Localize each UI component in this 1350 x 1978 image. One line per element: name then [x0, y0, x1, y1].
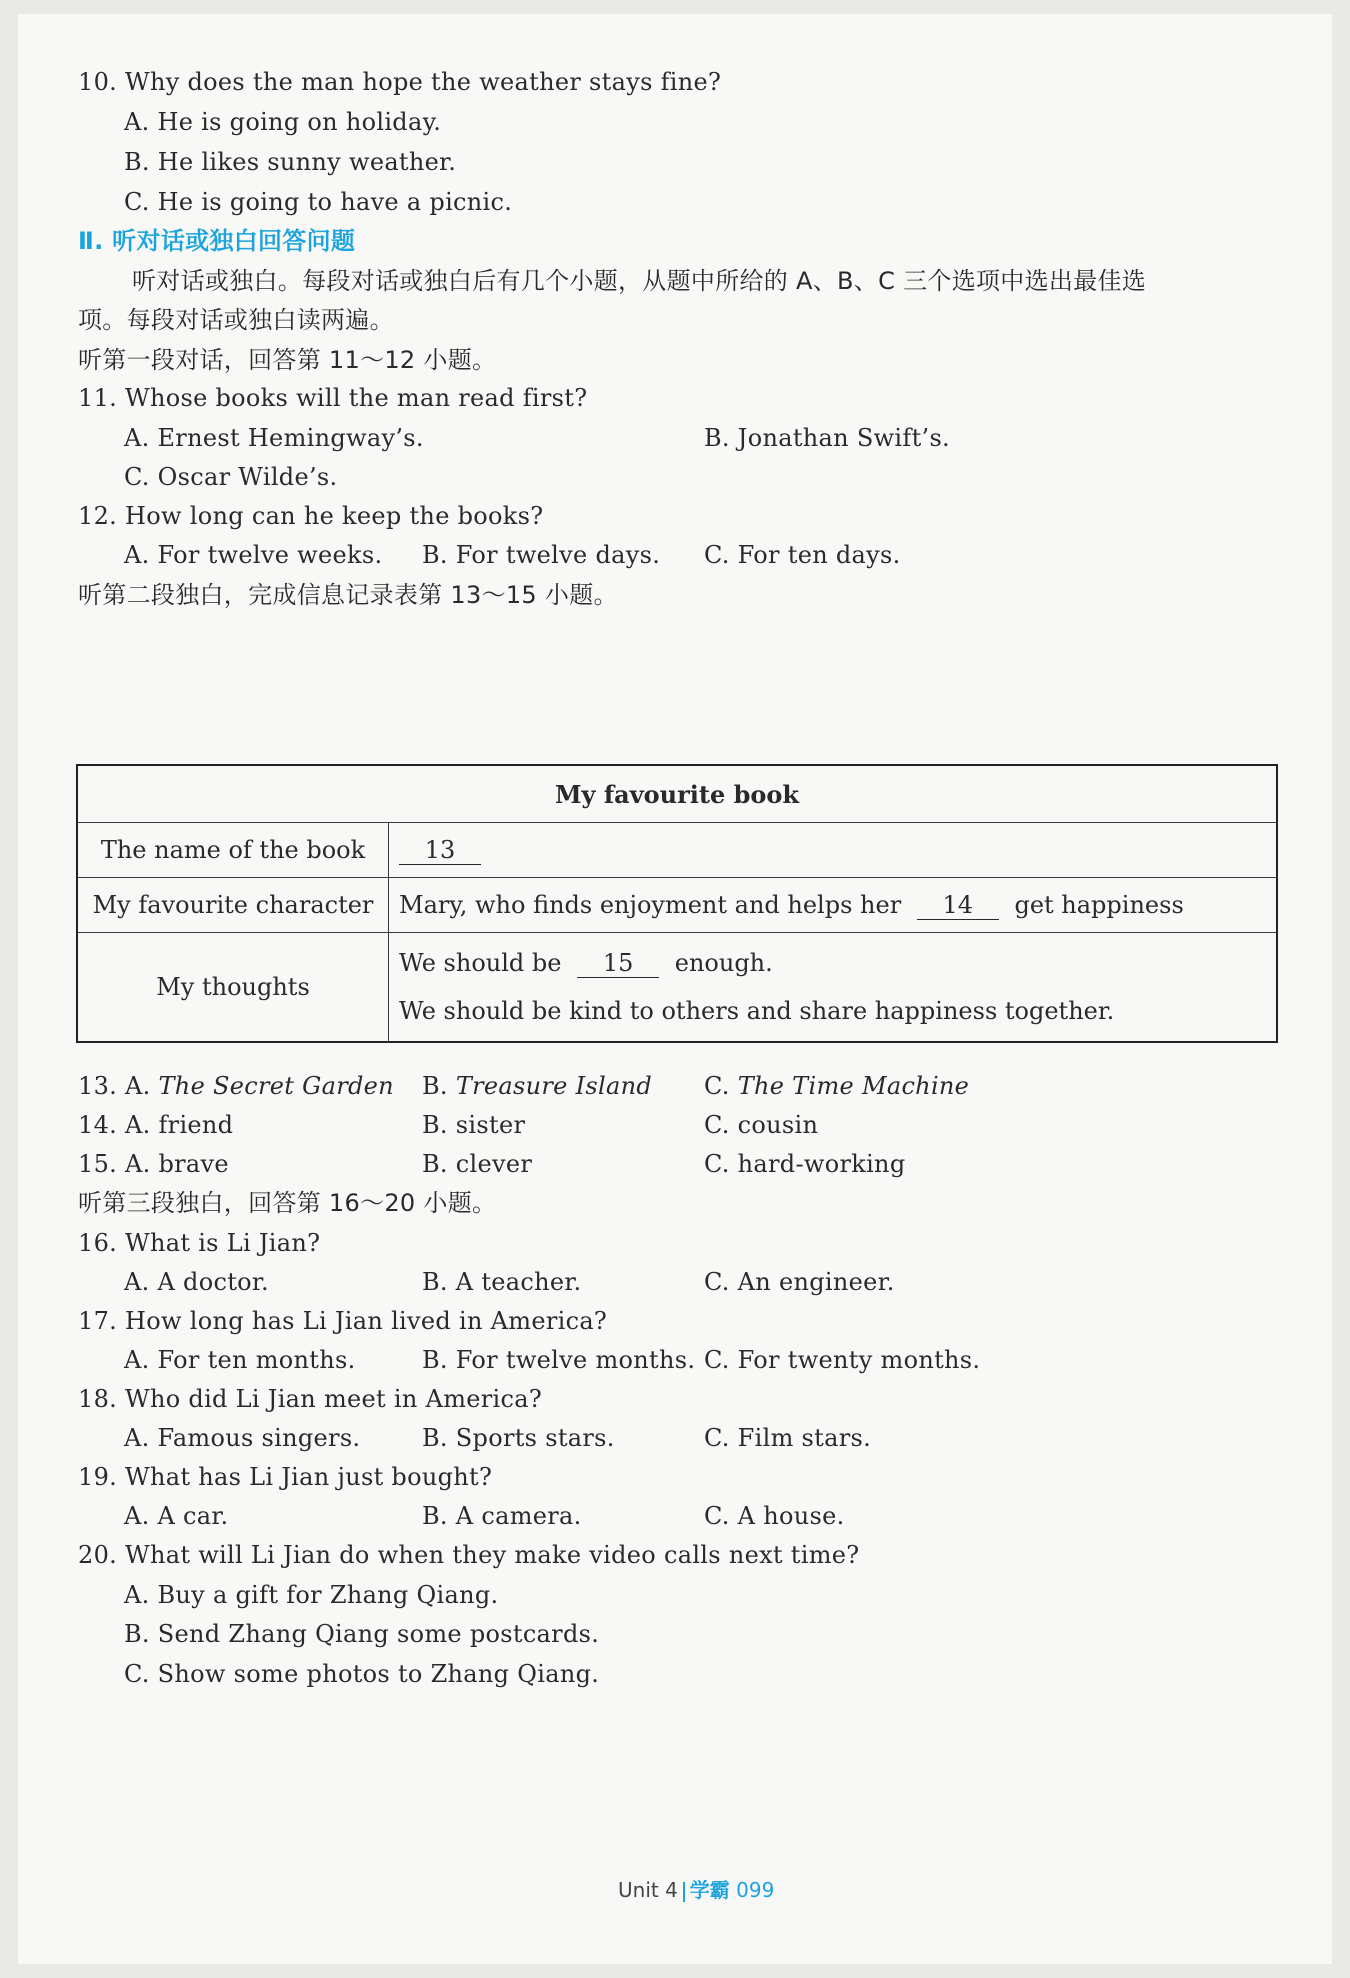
q12-option-b: B. For twelve days.: [422, 541, 661, 569]
thoughts-line-1-post: enough.: [674, 949, 773, 977]
page: [18, 14, 1332, 1964]
q11-option-b: B. Jonathan Swift’s.: [704, 424, 950, 452]
q12-option-c: C. For ten days.: [704, 541, 901, 569]
section-2-heading: Ⅱ. 听对话或独白回答问题: [78, 227, 356, 255]
q11-option-a: A. Ernest Hemingway’s.: [124, 424, 424, 452]
q13-option-c-label: C.: [704, 1072, 730, 1100]
q13-number: 13. A.: [78, 1072, 151, 1100]
question-11: 11. Whose books will the man read first?: [78, 384, 588, 412]
q12-option-a: A. For twelve weeks.: [124, 541, 383, 569]
thoughts-line-2: We should be kind to others and share happiness together.: [399, 997, 1115, 1025]
q15-option-b: B. clever: [422, 1150, 533, 1178]
q13-option-c-text: The Time Machine: [737, 1072, 970, 1100]
q15-option-c: C. hard-working: [704, 1150, 906, 1178]
q18-option-c: C. Film stars.: [704, 1424, 872, 1452]
blank-15: 15: [577, 949, 659, 978]
q13-option-a-text: The Secret Garden: [158, 1072, 394, 1100]
question-12: 12. How long can he keep the books?: [78, 502, 544, 530]
info-record-table: [76, 764, 1278, 1043]
q13-option-b-label: B.: [422, 1072, 448, 1100]
q17-option-b: B. For twelve months.: [422, 1346, 696, 1374]
blank-14: 14: [917, 891, 999, 920]
row-label-character: My favourite character: [77, 878, 389, 933]
q20-option-c: C. Show some photos to Zhang Qiang.: [124, 1660, 600, 1688]
footer-brand: 学霸: [689, 1878, 730, 1902]
question-19: 19. What has Li Jian just bought?: [78, 1463, 493, 1491]
q17-option-c: C. For twenty months.: [704, 1346, 981, 1374]
part-3-instruction: 听第三段独白，回答第 16～20 小题。: [78, 1189, 497, 1217]
q18-option-b: B. Sports stars.: [422, 1424, 615, 1452]
q13-option-c: [704, 1070, 969, 1102]
q13-option-a: [78, 1070, 394, 1102]
q14-option-b: B. sister: [422, 1111, 526, 1139]
footer-separator: [683, 1882, 685, 1902]
row-label-book-name: The name of the book: [77, 823, 389, 878]
q15-option-a: 15. A. brave: [78, 1150, 229, 1178]
part-1-instruction: 听第一段对话，回答第 11～12 小题。: [78, 346, 497, 374]
q14-option-a: 14. A. friend: [78, 1111, 234, 1139]
q10-option-c: C. He is going to have a picnic.: [124, 188, 513, 216]
row-value-character: [389, 878, 1278, 933]
q20-option-a: A. Buy a gift for Zhang Qiang.: [124, 1581, 499, 1609]
section-2-intro-line-1: 听对话或独白。每段对话或独白后有几个小题，从题中所给的 A、B、C 三个选项中选出最佳选: [132, 267, 1147, 295]
q16-option-b: B. A teacher.: [422, 1268, 582, 1296]
row-value-book-name: [389, 823, 1278, 878]
footer-unit: Unit 4: [618, 1878, 678, 1902]
row-label-thoughts: My thoughts: [77, 933, 389, 1043]
question-16: 16. What is Li Jian?: [78, 1229, 321, 1257]
blank-13: 13: [399, 836, 481, 865]
part-2-instruction: 听第二段独白，完成信息记录表第 13～15 小题。: [78, 581, 618, 609]
page-footer: [618, 1874, 774, 1903]
row-value-thoughts: [389, 933, 1278, 1043]
q19-option-b: B. A camera.: [422, 1502, 582, 1530]
q20-option-b: B. Send Zhang Qiang some postcards.: [124, 1620, 600, 1648]
q14-option-c: C. cousin: [704, 1111, 819, 1139]
section-2-intro-line-2: 项。每段对话或独白读两遍。: [78, 306, 394, 334]
thoughts-line-1: [399, 939, 1266, 987]
q10-option-b: B. He likes sunny weather.: [124, 148, 457, 176]
q10-option-a: A. He is going on holiday.: [124, 108, 442, 136]
q13-option-b: [422, 1070, 652, 1102]
q11-option-c: C. Oscar Wilde’s.: [124, 463, 338, 491]
question-10: 10. Why does the man hope the weather stays fine?: [78, 68, 722, 96]
q13-option-b-text: Treasure Island: [455, 1072, 652, 1100]
character-text-post: get happiness: [1014, 890, 1184, 919]
q17-option-a: A. For ten months.: [124, 1346, 356, 1374]
q18-option-a: A. Famous singers.: [124, 1424, 361, 1452]
q19-option-c: C. A house.: [704, 1502, 845, 1530]
character-text-pre: Mary, who finds enjoyment and helps her: [399, 890, 902, 919]
q16-option-a: A. A doctor.: [124, 1268, 269, 1296]
page-number: 099: [736, 1878, 775, 1902]
question-20: 20. What will Li Jian do when they make video calls next time?: [78, 1541, 860, 1569]
thoughts-line-1-pre: We should be: [399, 949, 562, 977]
question-18: 18. Who did Li Jian meet in America?: [78, 1385, 543, 1413]
question-17: 17. How long has Li Jian lived in America?: [78, 1307, 608, 1335]
table-title: My favourite book: [77, 765, 1277, 823]
q16-option-c: C. An engineer.: [704, 1268, 895, 1296]
q19-option-a: A. A car.: [124, 1502, 229, 1530]
